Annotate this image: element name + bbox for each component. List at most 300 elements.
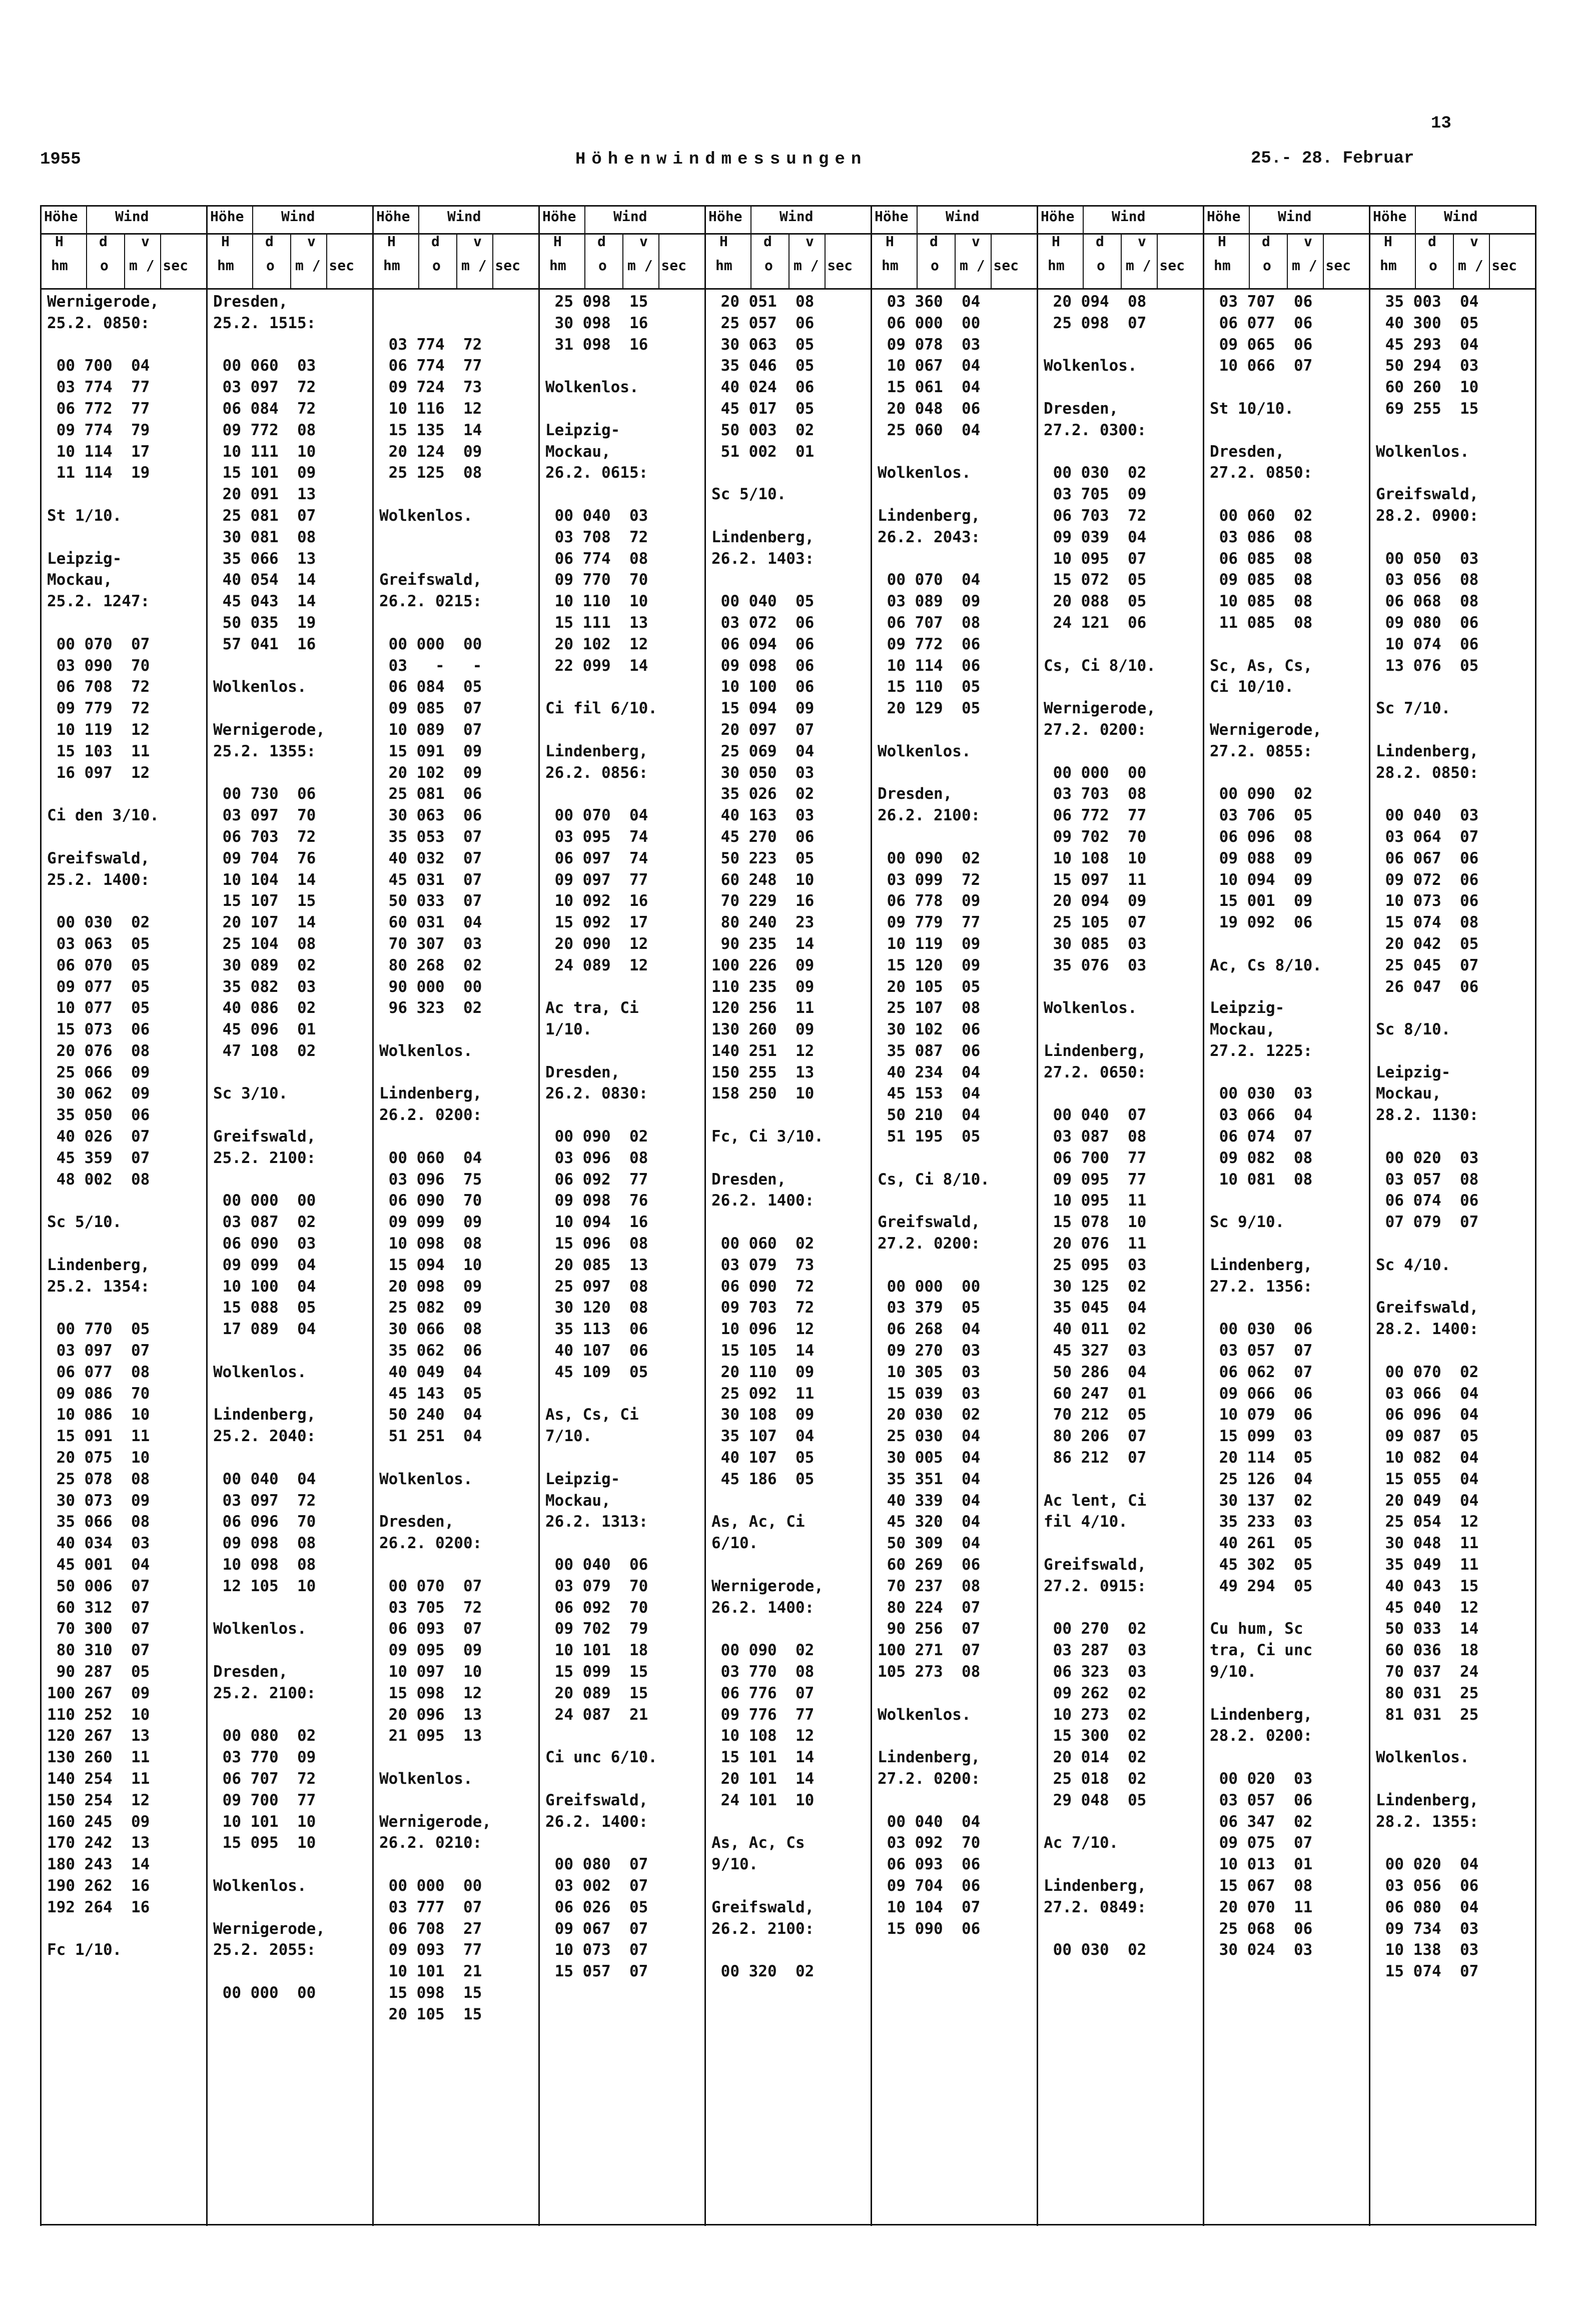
table-line: 40 024 06	[711, 378, 815, 397]
table-line: 90 287 05	[47, 1663, 150, 1681]
table-line: 140 254 11	[47, 1769, 150, 1788]
table-line: 03 770 09	[213, 1748, 316, 1767]
table-line: Lindenberg,	[878, 506, 981, 525]
table-line: 40 011 02	[1044, 1320, 1147, 1339]
table-line: 15 110 05	[878, 678, 981, 696]
table-line: 15 088 05	[213, 1299, 316, 1317]
table-line: 10 114 17	[47, 442, 150, 461]
table-line: 11 114 19	[47, 464, 150, 482]
table-line: 21 095 13	[379, 1727, 482, 1745]
header-v: v	[806, 233, 814, 250]
table-line: 00 070 07	[47, 635, 150, 653]
table-line: Wolkenlos.	[1376, 1748, 1469, 1767]
table-line: 86 212 07	[1044, 1449, 1147, 1467]
table-line: 40 300 05	[1376, 314, 1479, 332]
table-line: 70 307 03	[379, 934, 482, 953]
header-d: d	[1096, 233, 1104, 250]
table-line: 29 048 05	[1044, 1791, 1147, 1809]
table-line: 10 097 10	[379, 1663, 482, 1681]
table-line: 03 099 72	[878, 870, 981, 889]
table-line: Ci den 3/10.	[47, 806, 159, 825]
table-line: Mockau,	[545, 1491, 611, 1510]
table-line: 09 703 72	[711, 1299, 815, 1317]
table-line: 06 000 00	[878, 314, 981, 332]
table-line: 28.2. 0900:	[1376, 506, 1479, 525]
table-line	[1376, 527, 1532, 548]
table-line: 10 095 11	[1044, 1192, 1147, 1210]
table-line: 35 066 13	[213, 549, 316, 568]
table-line	[1210, 377, 1366, 398]
table-line: 20 076 11	[1044, 1235, 1147, 1253]
table-line: 45 017 05	[711, 399, 815, 418]
table-line: Fc, Ci 3/10.	[711, 1127, 824, 1146]
table-line: Mockau,	[545, 442, 611, 461]
table-line: 31 098 16	[545, 335, 648, 354]
table-line: 09 095 77	[1044, 1170, 1147, 1189]
table-line: 10 101 18	[545, 1641, 648, 1660]
table-line: 20 048 06	[878, 399, 981, 418]
table-line: 06 067 06	[1376, 849, 1479, 867]
table-line: 50 286 04	[1044, 1363, 1147, 1381]
table-line: 60 312 07	[47, 1598, 150, 1617]
table-line: 15 092 17	[545, 913, 648, 932]
header-h: H	[553, 233, 562, 250]
table-line: 00 020 03	[1376, 1148, 1479, 1167]
column-header	[1037, 205, 1203, 288]
table-line: 9/10.	[1210, 1663, 1257, 1681]
table-line: Lindenberg,	[213, 1406, 316, 1424]
table-line	[1044, 1597, 1200, 1619]
table-line: 15 101 09	[213, 464, 316, 482]
table-line: 40 026 07	[47, 1127, 150, 1146]
table-line: 03 097 07	[47, 1342, 150, 1360]
table-line: 35 046 05	[711, 357, 815, 375]
column-header	[206, 205, 372, 288]
table-line: Dresden,	[878, 785, 953, 803]
table-line: 03 092 70	[878, 1834, 981, 1852]
table-line: Sc 3/10.	[213, 1084, 288, 1103]
table-line	[1210, 1062, 1366, 1083]
table-line: Greifswald,	[1044, 1556, 1147, 1574]
header-hoehe: Höhe	[44, 208, 78, 225]
table-line: 00 090 02	[545, 1127, 648, 1146]
table-line	[213, 1704, 369, 1726]
table-line: Ci fil 6/10.	[545, 699, 657, 718]
table-line: 06 703 72	[1044, 506, 1147, 525]
table-line: Leipzig-	[47, 549, 122, 568]
table-line: 06 077 06	[1210, 314, 1313, 332]
table-line: 40 261 05	[1210, 1534, 1313, 1553]
table-line: 10 074 06	[1376, 635, 1479, 653]
table-line	[379, 313, 535, 334]
table-line: Lindenberg,	[1376, 742, 1479, 760]
table-line	[213, 1383, 369, 1405]
table-line: 17 089 04	[213, 1320, 316, 1339]
table-line: 00 090 02	[1210, 785, 1313, 803]
table-line	[1376, 1832, 1532, 1854]
table-line: 25 068 06	[1210, 1919, 1313, 1938]
table-line: 26 047 06	[1376, 977, 1479, 996]
table-line	[545, 1040, 701, 1062]
header-hm: hm	[217, 257, 234, 274]
header-wind: Wind	[946, 208, 980, 225]
table-line: 160 245 09	[47, 1812, 150, 1831]
table-line: Cs, Ci 8/10.	[1044, 656, 1156, 675]
header-wind: Wind	[779, 208, 814, 225]
table-line: 10 098 08	[213, 1556, 316, 1574]
table-line: 130 260 11	[47, 1748, 150, 1767]
header-h: H	[1218, 233, 1226, 250]
column-body	[1044, 291, 1200, 1961]
table-line: 25 107 08	[878, 999, 981, 1017]
table-line: 00 020 03	[1210, 1769, 1313, 1788]
table-line	[545, 1768, 701, 1790]
table-line: 10 067 04	[878, 357, 981, 375]
table-line: 26.2. 1400:	[545, 1812, 648, 1831]
table-line: 10 094 16	[545, 1213, 648, 1232]
header-wind: Wind	[1278, 208, 1312, 225]
table-line: 00 040 03	[545, 506, 648, 525]
table-line: Wolkenlos.	[878, 464, 971, 482]
table-line: 25 095 03	[1044, 1256, 1147, 1274]
table-line: 06 026 05	[545, 1898, 648, 1916]
table-line: 06 707 08	[878, 613, 981, 632]
table-line: 20 114 05	[1210, 1449, 1313, 1467]
table-line: 20 094 09	[1044, 892, 1147, 910]
table-line: 45 109 05	[545, 1363, 648, 1381]
table-line: 30 108 09	[711, 1406, 815, 1424]
header-hm: hm	[1048, 257, 1065, 274]
table-line: 190 262 16	[47, 1876, 150, 1895]
table-line	[545, 1725, 701, 1747]
table-line: 15 107 15	[213, 892, 316, 910]
table-line: 09 772 08	[213, 421, 316, 439]
table-line: 45 040 12	[1376, 1598, 1479, 1617]
column-body	[878, 291, 1034, 1939]
table-line: 20 088 05	[1044, 592, 1147, 611]
column-header	[40, 205, 206, 288]
table-line	[711, 1212, 868, 1233]
table-line: Fc 1/10.	[47, 1941, 122, 1959]
table-line: 03 064 07	[1376, 827, 1479, 846]
table-line: 03 097 72	[213, 1491, 316, 1510]
table-line: 45 327 03	[1044, 1342, 1147, 1360]
table-line: Leipzig-	[545, 1470, 620, 1488]
table-line: Wernigerode,	[1044, 699, 1156, 718]
table-line	[47, 334, 203, 356]
column-body	[213, 291, 369, 2004]
table-line: 120 256 11	[711, 999, 815, 1017]
table-line	[379, 1747, 535, 1768]
table-line: 20 090 12	[545, 934, 648, 953]
table-line	[213, 1854, 369, 1875]
table-line: 25 126 04	[1210, 1470, 1313, 1488]
table-line: 06 774 08	[545, 549, 648, 568]
table-line: 15 099 15	[545, 1663, 648, 1681]
table-line: As, Ac, Cs	[711, 1834, 805, 1852]
table-line: 09 772 06	[878, 635, 981, 653]
table-line: 40 086 02	[213, 999, 316, 1017]
table-line: 03 770 08	[711, 1663, 815, 1681]
table-line: 06 084 05	[379, 678, 482, 696]
table-line: 20 107 14	[213, 913, 316, 932]
table-line: Cs, Ci 8/10.	[878, 1170, 990, 1189]
table-line: 25.2. 1400:	[47, 870, 150, 889]
table-line	[1044, 741, 1200, 762]
table-line: 15 111 13	[545, 613, 648, 632]
table-line: 10 108 10	[1044, 849, 1147, 867]
header-msec: m / sec	[960, 257, 1019, 274]
table-line: 00 060 02	[711, 1235, 815, 1253]
table-line	[1044, 676, 1200, 698]
table-line: 6/10.	[711, 1534, 758, 1553]
year-label: 1955	[40, 150, 81, 169]
table-line: 03 774 72	[379, 335, 482, 354]
table-line: 27.2. 0300:	[1044, 421, 1147, 439]
table-line	[213, 1961, 369, 1982]
table-line	[1376, 676, 1532, 698]
table-line	[545, 719, 701, 741]
table-line: Greifswald,	[47, 849, 150, 867]
table-line: 09 098 08	[213, 1534, 316, 1553]
table-line	[213, 1897, 369, 1918]
table-line: 09 085 08	[1210, 571, 1313, 589]
table-line: 25 098 07	[1044, 314, 1147, 332]
header-wind: Wind	[1112, 208, 1146, 225]
header-h: H	[221, 233, 230, 250]
table-line: 06 097 74	[545, 849, 648, 867]
table-line	[47, 1190, 203, 1212]
table-line: 06 080 04	[1376, 1898, 1479, 1916]
table-line	[1210, 933, 1366, 955]
table-line: 25 078 08	[47, 1470, 150, 1488]
table-line: 81 031 25	[1376, 1705, 1479, 1724]
table-line: 27.2. 0850:	[1210, 464, 1313, 482]
table-line	[878, 484, 1034, 505]
table-line: 00 090 02	[711, 1641, 815, 1660]
table-line: 110 252 10	[47, 1705, 150, 1724]
table-line: 45 186 05	[711, 1470, 815, 1488]
table-line: 25 054 12	[1376, 1513, 1479, 1531]
table-line: 50 309 04	[878, 1534, 981, 1553]
table-line	[1376, 997, 1532, 1019]
table-line: 03 096 08	[545, 1148, 648, 1167]
table-line: 19 092 06	[1210, 913, 1313, 932]
table-line	[711, 1554, 868, 1576]
table-line: 15 039 03	[878, 1384, 981, 1403]
table-line: 35 003 04	[1376, 293, 1479, 311]
table-line: 00 070 04	[878, 571, 981, 589]
table-line: 40 032 07	[379, 849, 482, 867]
table-line: 80 206 07	[1044, 1427, 1147, 1446]
table-line: 27.2. 0650:	[1044, 1063, 1147, 1081]
table-line: 15 090 06	[878, 1919, 981, 1938]
table-line: 25 098 15	[545, 293, 648, 311]
header-v: v	[307, 233, 316, 250]
table-line	[379, 612, 535, 634]
table-line	[878, 441, 1034, 463]
table-line: 50 223 05	[711, 849, 815, 867]
header-d: d	[99, 233, 108, 250]
table-line: 35 026 02	[711, 785, 815, 803]
table-line	[1044, 1083, 1200, 1104]
header-deg: o	[266, 257, 275, 274]
table-line: 170 242 13	[47, 1834, 150, 1852]
table-line: 03 002 07	[545, 1876, 648, 1895]
column-divider	[1037, 205, 1038, 2226]
table-line: 35 045 04	[1044, 1299, 1147, 1317]
header-deg: o	[1097, 257, 1105, 274]
table-line: 20 102 12	[545, 635, 648, 653]
table-line: 45 001 04	[47, 1556, 150, 1574]
table-line: 15 135 14	[379, 421, 482, 439]
table-line	[878, 1147, 1034, 1169]
table-line: 00 060 02	[1210, 506, 1313, 525]
table-line: 03 057 07	[1210, 1342, 1313, 1360]
table-line: Dresden,	[711, 1170, 786, 1189]
table-line: 03 090 70	[47, 656, 150, 675]
header-msec: m / sec	[1292, 257, 1351, 274]
table-line: 50 035 19	[213, 613, 316, 632]
table-line: Sc 5/10.	[47, 1213, 122, 1232]
table-line: 03 774 77	[47, 378, 150, 397]
table-line	[1210, 698, 1366, 719]
table-line: 25.2. 2040:	[213, 1427, 316, 1446]
page-title: Höhenwindmessungen	[575, 150, 868, 169]
table-line: Wolkenlos.	[878, 742, 971, 760]
header-d: d	[1428, 233, 1436, 250]
table-line: 45 270 06	[711, 827, 815, 846]
table-line: 00 000 00	[878, 1277, 981, 1296]
table-line: 30 062 09	[47, 1084, 150, 1103]
table-line: Greifswald,	[545, 1791, 648, 1809]
table-line: 13 076 05	[1376, 656, 1479, 675]
header-h: H	[55, 233, 64, 250]
column-divider	[40, 205, 42, 2226]
table-line: 15 094 10	[379, 1256, 482, 1274]
table-line	[213, 655, 369, 677]
header-hm: hm	[383, 257, 400, 274]
table-line: 10 100 04	[213, 1277, 316, 1296]
table-line: 70 212 05	[1044, 1406, 1147, 1424]
table-line: 15 001 09	[1210, 892, 1313, 910]
header-deg: o	[931, 257, 939, 274]
table-line: 30 073 09	[47, 1491, 150, 1510]
table-line: 60 248 10	[711, 870, 815, 889]
table-line: 35 113 06	[545, 1320, 648, 1339]
table-line	[1376, 462, 1532, 484]
table-line: 09 779 77	[878, 913, 981, 932]
table-line	[1210, 484, 1366, 505]
table-line: 35 076 03	[1044, 956, 1147, 974]
header-h: H	[1384, 233, 1392, 250]
table-line: 30 137 02	[1210, 1491, 1313, 1510]
table-line: 45 031 07	[379, 870, 482, 889]
table-line	[213, 1340, 369, 1362]
table-line: 40 339 04	[878, 1491, 981, 1510]
table-line: 50 006 07	[47, 1577, 150, 1595]
table-line: 100 267 09	[47, 1684, 150, 1702]
table-line: Sc 7/10.	[1376, 699, 1451, 718]
table-line	[1044, 377, 1200, 398]
table-line	[878, 762, 1034, 784]
table-line: Leipzig-	[1376, 1063, 1451, 1081]
table-line: 40 043 15	[1376, 1577, 1479, 1595]
column-divider	[372, 205, 374, 2226]
table-line: 00 080 07	[545, 1855, 648, 1874]
table-line: 51 251 04	[379, 1427, 482, 1446]
header-hoehe: Höhe	[1207, 208, 1241, 225]
table-line: 30 005 04	[878, 1449, 981, 1467]
table-line: 26.2. 0200:	[379, 1106, 482, 1124]
table-line: 26.2. 1400:	[711, 1192, 815, 1210]
table-line: 09 734 03	[1376, 1919, 1479, 1938]
table-line: 10 138 03	[1376, 1941, 1479, 1959]
table-line: 60 269 06	[878, 1556, 981, 1574]
table-line: 00 040 03	[1376, 806, 1479, 825]
table-line: 80 310 07	[47, 1641, 150, 1660]
table-line: 26.2. 0200:	[379, 1534, 482, 1553]
table-line: 45 143 05	[379, 1384, 482, 1403]
table-line: Sc 4/10.	[1376, 1256, 1451, 1274]
table-line: 09 088 09	[1210, 849, 1313, 867]
table-line: 09 270 03	[878, 1342, 981, 1360]
table-line: Wernigerode,	[711, 1577, 824, 1595]
table-line	[1044, 1533, 1200, 1554]
table-line: 03 087 08	[1044, 1127, 1147, 1146]
table-line: 26.2. 2100:	[711, 1919, 815, 1938]
table-line: Lindenberg,	[379, 1084, 482, 1103]
table-line: 35 087 06	[878, 1041, 981, 1060]
table-line: 03 707 06	[1210, 293, 1313, 311]
header-msec: m / sec	[295, 257, 355, 274]
table-line: 09 702 79	[545, 1620, 648, 1638]
table-line: Leipzig-	[545, 421, 620, 439]
table-line: 57 041 16	[213, 635, 316, 653]
table-line: 09 779 72	[47, 699, 150, 718]
table-line: 15 061 04	[878, 378, 981, 397]
header-hoehe: Höhe	[1041, 208, 1075, 225]
table-line: 35 233 03	[1210, 1513, 1313, 1531]
table-line	[545, 1832, 701, 1854]
table-line: 60 247 01	[1044, 1384, 1147, 1403]
column-divider	[1535, 205, 1536, 2226]
table-line: As, Ac, Ci	[711, 1513, 805, 1531]
table-line: 00 000 00	[213, 1192, 316, 1210]
table-line: 00 060 03	[213, 357, 316, 375]
table-line	[213, 1169, 369, 1191]
header-v: v	[1304, 233, 1312, 250]
table-line	[711, 462, 868, 484]
table-rule	[40, 288, 1536, 290]
table-line: 20 091 13	[213, 485, 316, 504]
table-line: 09 075 07	[1210, 1834, 1313, 1852]
table-line: 30 050 03	[711, 763, 815, 782]
table-line: 20 070 11	[1210, 1898, 1313, 1916]
table-line	[1210, 420, 1366, 441]
table-line: 70 037 24	[1376, 1663, 1479, 1681]
table-line: 06 093 06	[878, 1855, 981, 1874]
column-body	[711, 291, 868, 1982]
table-line: 27.2. 0200:	[1044, 720, 1147, 739]
table-line: Mockau,	[47, 571, 113, 589]
table-line	[1376, 1276, 1532, 1298]
table-line	[1044, 1918, 1200, 1940]
table-line: Wolkenlos.	[1376, 442, 1469, 461]
table-line: 40 107 05	[711, 1449, 815, 1467]
table-line: 105 273 08	[878, 1663, 981, 1681]
table-line: 70 237 08	[878, 1577, 981, 1595]
